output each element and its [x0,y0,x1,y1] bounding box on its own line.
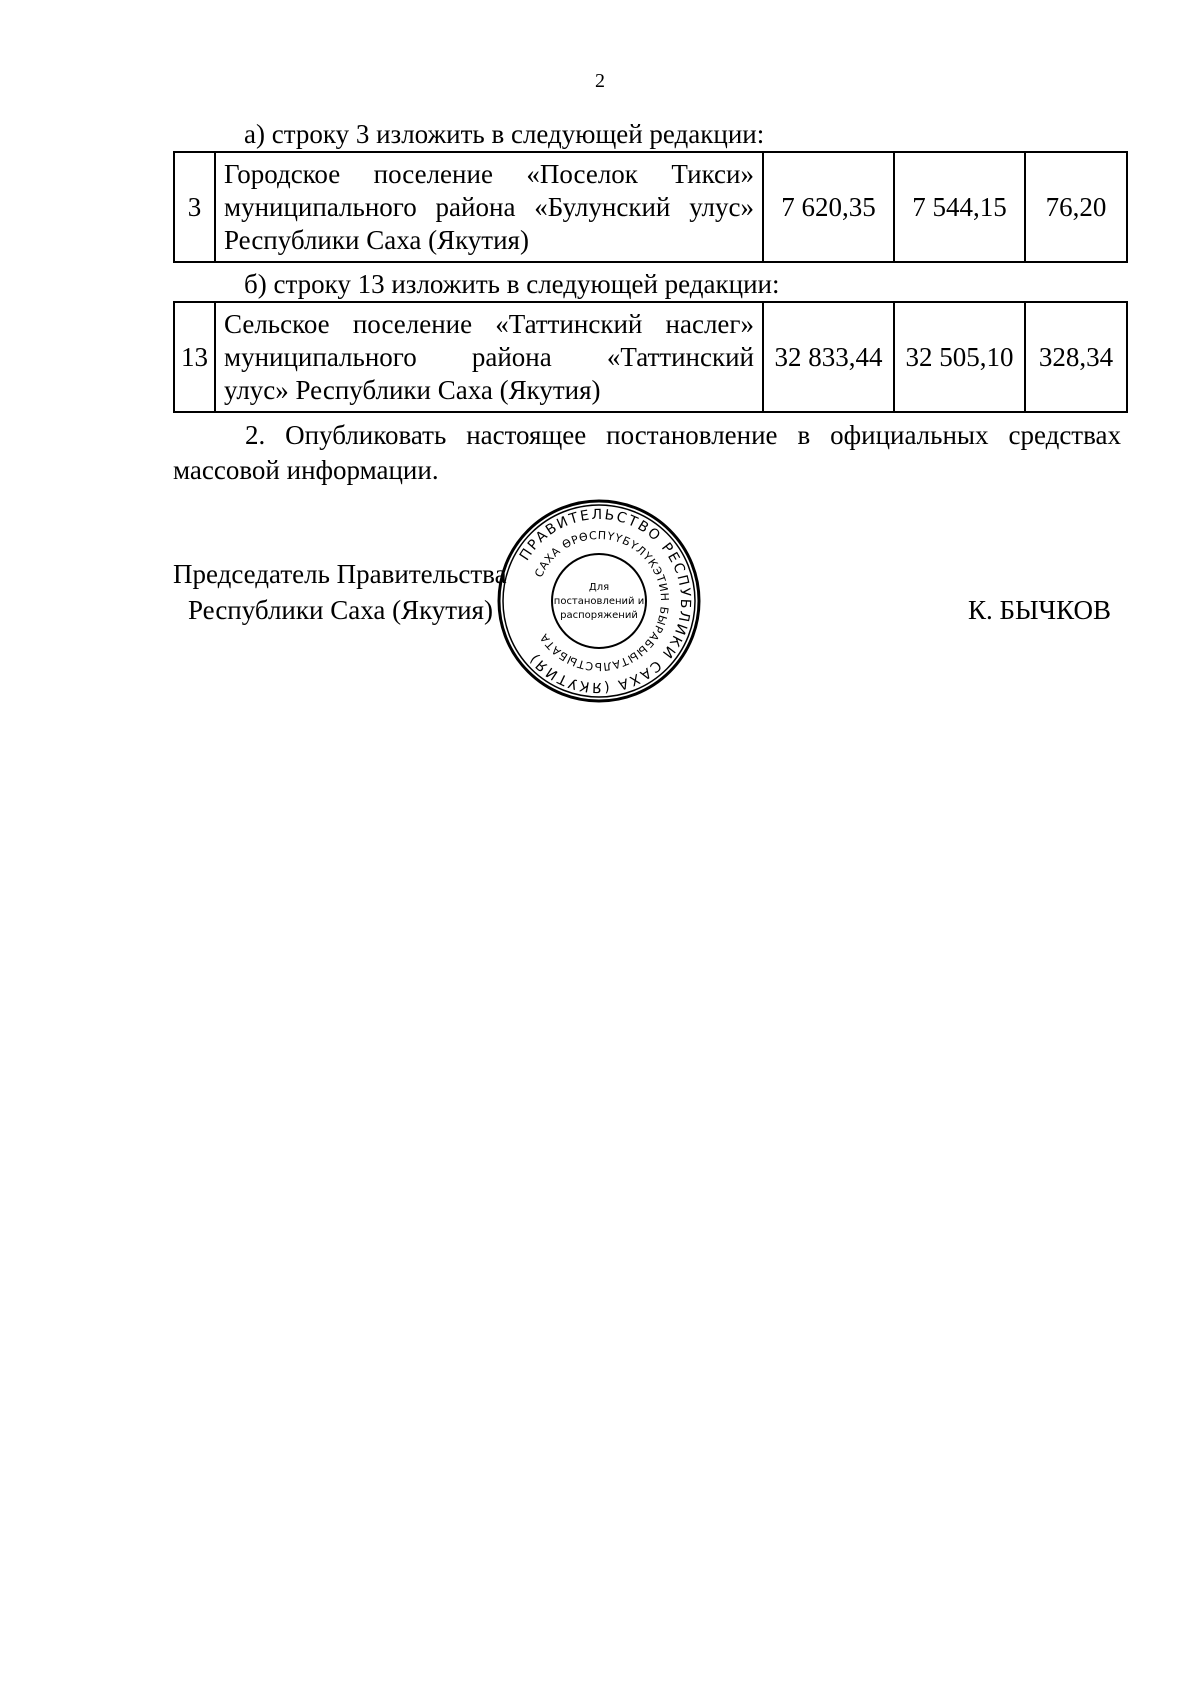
value-total: 7 620,35 [763,152,894,262]
seal-center-line: Для [588,582,610,593]
seal-center-line: постановлений и [553,596,645,607]
publish-line: 2. Опубликовать настоящее постановление в официальных средствах [245,420,1121,450]
settlement-name-line: Сельское поселение «Таттинский наслег» [224,308,754,339]
seal-center-line: распоряжений [560,610,638,621]
table-row [174,302,1127,412]
signer-name: К. БЫЧКОВ [968,595,1111,625]
amendment-table-a [173,151,1128,263]
amendment-intro-a: а) строку 3 изложить в следующей редакции: [244,119,765,149]
amendment-intro-b: б) строку 13 изложить в следующей редакции: [244,269,780,299]
publish-paragraph [173,418,1121,488]
value-total: 32 833,44 [763,302,894,412]
official-seal [496,498,702,704]
publish-line: массовой информации. [173,455,439,485]
signer-title: Республики Саха (Якутия) [188,595,493,625]
value-part-2: 328,34 [1025,302,1127,412]
table-row [174,152,1127,262]
settlement-name-line: Городское поселение «Поселок Тикси» [224,158,754,189]
page-number: 2 [595,70,605,92]
seal-inner-text: САХА ӨРӨСПҮҮБҮЛҮКЭТИН БЫРАБЫЫТАЛЬСТЫБАТА [532,528,672,674]
settlement-name-line: улус» Республики Саха (Якутия) [224,374,601,405]
settlement-name [215,302,763,412]
signer-title: Председатель Правительства [173,559,507,589]
settlement-name-line: муниципального района «Таттинский [224,341,754,372]
settlement-name-line: Республики Саха (Якутия) [224,224,529,255]
seal-outer-text: ПРАВИТЕЛЬСТВО РЕСПУБЛИКИ САХА (ЯКУТИЯ) [516,506,694,696]
value-part-2: 76,20 [1025,152,1127,262]
row-number: 3 [174,152,215,262]
row-number: 13 [174,302,215,412]
settlement-name-line: муниципального района «Булунский улус» [224,191,754,222]
value-part-1: 32 505,10 [894,302,1025,412]
settlement-name [215,152,763,262]
value-part-1: 7 544,15 [894,152,1025,262]
amendment-table-b [173,301,1128,413]
